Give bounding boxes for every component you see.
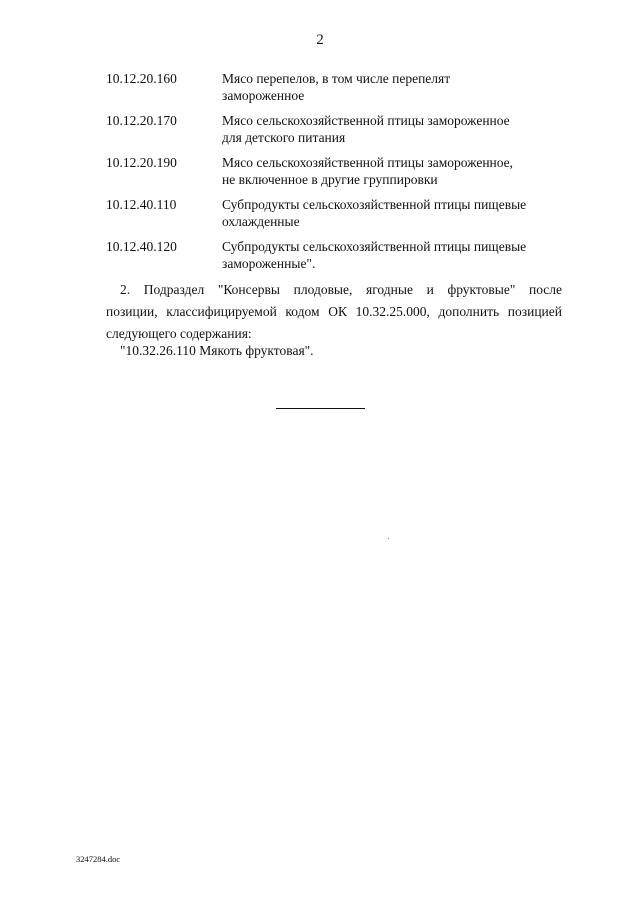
description-line: замороженные". <box>222 256 316 271</box>
table-row <box>106 70 576 112</box>
description-line: замороженное <box>222 88 305 103</box>
description-line: Субпродукты сельскохозяйственной птицы пищевые <box>222 197 527 212</box>
end-divider <box>276 408 365 409</box>
description-line: Субпродукты сельскохозяйственной птицы пищевые <box>222 239 527 254</box>
classification-description <box>222 196 576 238</box>
scan-speck <box>388 538 389 539</box>
description-line: Мясо перепелов, в том числе перепелят <box>222 71 451 86</box>
classification-description <box>222 238 576 280</box>
table-row <box>106 154 576 196</box>
paragraph-line: следующего содержания: <box>106 326 252 341</box>
classification-code: 10.12.40.120 <box>106 239 177 254</box>
description-line: охлажденные <box>222 214 300 229</box>
paragraph-line: 2. Подраздел "Консервы плодовые, ягодные и фруктовые" после <box>120 282 562 297</box>
classification-description <box>222 70 576 112</box>
table-row <box>106 196 576 238</box>
footer-filename: 3247284.doc <box>76 854 121 864</box>
table-row <box>106 238 576 280</box>
page-number: 2 <box>316 32 324 48</box>
description-line: не включенное в другие группировки <box>222 172 438 187</box>
description-line: Мясо сельскохозяйственной птицы замороженное, <box>222 155 514 170</box>
classification-code: 10.12.20.190 <box>106 155 177 170</box>
classification-code: 10.12.20.160 <box>106 71 177 86</box>
classification-table <box>106 70 576 280</box>
table-row <box>106 112 576 154</box>
paragraph-line: позиции, классифицируемой кодом ОК 10.32.25.000, дополнить позицией <box>106 304 562 319</box>
classification-code: 10.12.40.110 <box>106 197 177 212</box>
classification-description <box>222 154 576 196</box>
description-line: Мясо сельскохозяйственной птицы замороженное <box>222 113 510 128</box>
new-position-quote: "10.32.26.110 Мякоть фруктовая". <box>120 343 314 358</box>
amendment-paragraph <box>106 279 562 345</box>
description-line: для детского питания <box>222 130 346 145</box>
classification-code: 10.12.20.170 <box>106 113 177 128</box>
classification-description <box>222 112 576 154</box>
